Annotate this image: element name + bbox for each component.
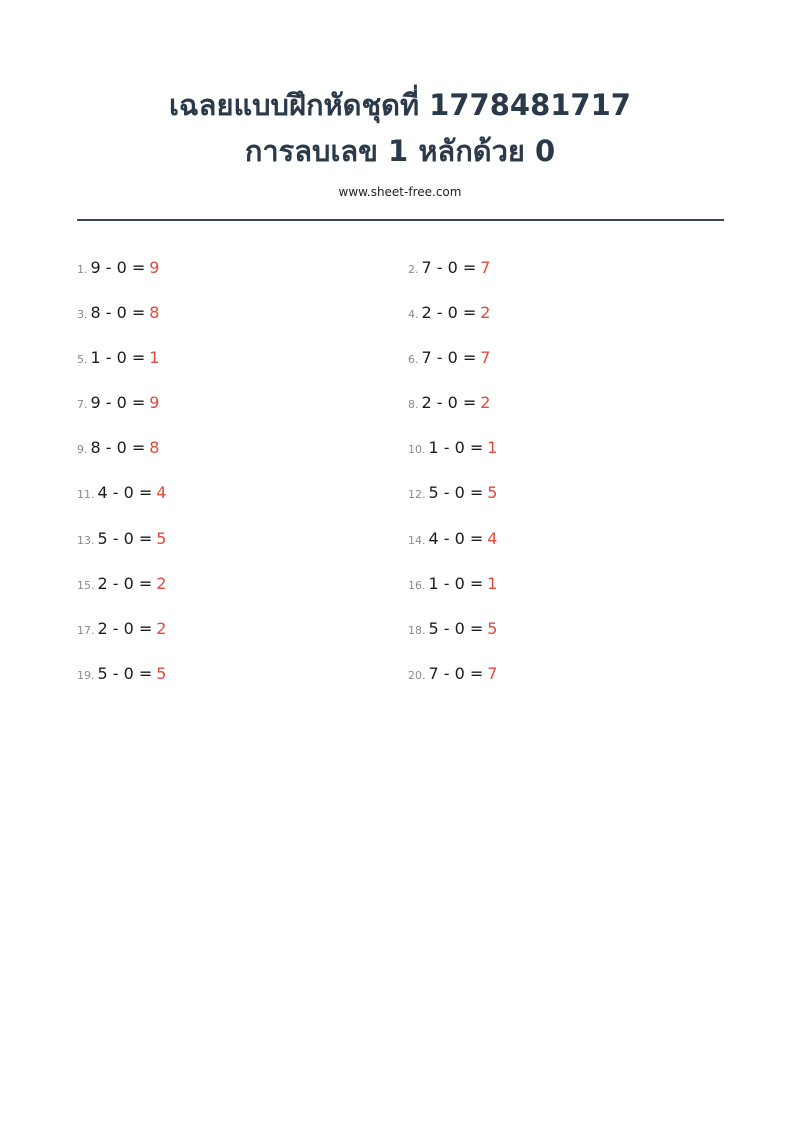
problem-expression: 5 - 0 = <box>428 483 484 503</box>
problem-item <box>408 388 737 418</box>
title-line-1: เฉลยแบบฝึกหัดชุดที่ 1778481717 <box>169 88 631 122</box>
problem-expression: 9 - 0 = <box>90 257 146 277</box>
problem-answer: 1 <box>487 438 498 458</box>
problem-number: 4. <box>408 307 419 321</box>
problem-number: 13. <box>77 533 95 547</box>
problem-answer: 4 <box>487 528 498 548</box>
website-url: www.sheet-free.com <box>338 185 462 199</box>
problem-expression: 7 - 0 = <box>428 664 484 684</box>
problem-item <box>77 252 408 282</box>
problem-expression: 5 - 0 = <box>428 619 484 638</box>
problem-number: 18. <box>408 624 426 637</box>
problem-number: 9. <box>77 443 88 457</box>
problem-item <box>77 388 408 418</box>
problem-number: 19. <box>77 669 95 683</box>
problem-number: 8. <box>408 398 419 412</box>
problem-number: 17. <box>77 624 95 637</box>
problem-item <box>77 297 408 327</box>
problem-item <box>77 659 408 689</box>
problem-expression: 1 - 0 = <box>428 438 484 458</box>
problem-answer: 1 <box>487 573 498 593</box>
problem-item <box>408 252 737 282</box>
problem-item <box>408 297 737 327</box>
problem-expression: 9 - 0 = <box>90 393 146 413</box>
problem-item <box>408 614 737 644</box>
problem-expression: 8 - 0 = <box>90 302 146 322</box>
problem-expression: 4 - 0 = <box>428 528 484 548</box>
problem-answer: 7 <box>480 347 491 367</box>
problem-number: 6. <box>408 352 419 366</box>
problem-item <box>77 568 408 598</box>
title-line-2: การลบเลข 1 หลักด้วย 0 <box>244 134 556 168</box>
problem-expression: 8 - 0 = <box>90 438 146 458</box>
problem-number: 10. <box>408 443 426 457</box>
problem-item <box>408 659 737 689</box>
problem-answer: 2 <box>156 573 167 593</box>
problem-answer: 7 <box>487 664 498 684</box>
problem-expression: 1 - 0 = <box>90 347 146 367</box>
problem-answer: 5 <box>487 483 498 503</box>
problem-item <box>408 433 737 463</box>
problem-answer: 2 <box>480 393 491 413</box>
problem-answer: 4 <box>156 483 167 503</box>
problem-grid <box>77 252 737 704</box>
problem-expression: 2 - 0 = <box>421 302 477 322</box>
problem-number: 2. <box>408 262 419 276</box>
problem-answer: 9 <box>149 257 160 277</box>
problem-expression: 2 - 0 = <box>97 573 153 593</box>
problem-item <box>77 478 408 508</box>
problem-item <box>408 342 737 372</box>
problem-item <box>408 568 737 598</box>
problem-answer: 5 <box>156 664 167 684</box>
problem-number: 7. <box>77 398 88 412</box>
problem-expression: 5 - 0 = <box>97 664 153 684</box>
problem-expression: 1 - 0 = <box>428 573 484 593</box>
problem-item <box>408 523 737 553</box>
problem-answer: 2 <box>480 302 491 322</box>
problem-number: 20. <box>408 669 426 683</box>
problem-item <box>77 433 408 463</box>
problem-expression: 2 - 0 = <box>97 619 153 638</box>
problem-answer: 5 <box>487 619 498 638</box>
problem-number: 1. <box>77 262 88 276</box>
problem-expression: 2 - 0 = <box>421 393 477 413</box>
problem-number: 15. <box>77 578 95 592</box>
problem-answer: 9 <box>149 393 160 413</box>
problem-answer: 5 <box>156 528 167 548</box>
problem-answer: 8 <box>149 438 160 458</box>
problem-number: 11. <box>77 488 95 502</box>
problem-item <box>77 614 408 644</box>
problem-item <box>77 523 408 553</box>
problem-answer: 2 <box>156 619 167 638</box>
problem-expression: 7 - 0 = <box>421 347 477 367</box>
header-divider <box>77 219 724 221</box>
problem-number: 16. <box>408 578 426 592</box>
problem-number: 12. <box>408 488 426 502</box>
problem-answer: 7 <box>480 257 491 277</box>
problem-expression: 5 - 0 = <box>97 528 153 548</box>
problem-answer: 1 <box>149 347 160 367</box>
problem-item <box>408 478 737 508</box>
problem-number: 5. <box>77 352 88 366</box>
problem-number: 14. <box>408 533 426 547</box>
problem-expression: 4 - 0 = <box>97 483 153 503</box>
problem-expression: 7 - 0 = <box>421 257 477 277</box>
worksheet-header <box>0 82 800 200</box>
problem-number: 3. <box>77 307 88 321</box>
problem-answer: 8 <box>149 302 160 322</box>
problem-item <box>77 342 408 372</box>
